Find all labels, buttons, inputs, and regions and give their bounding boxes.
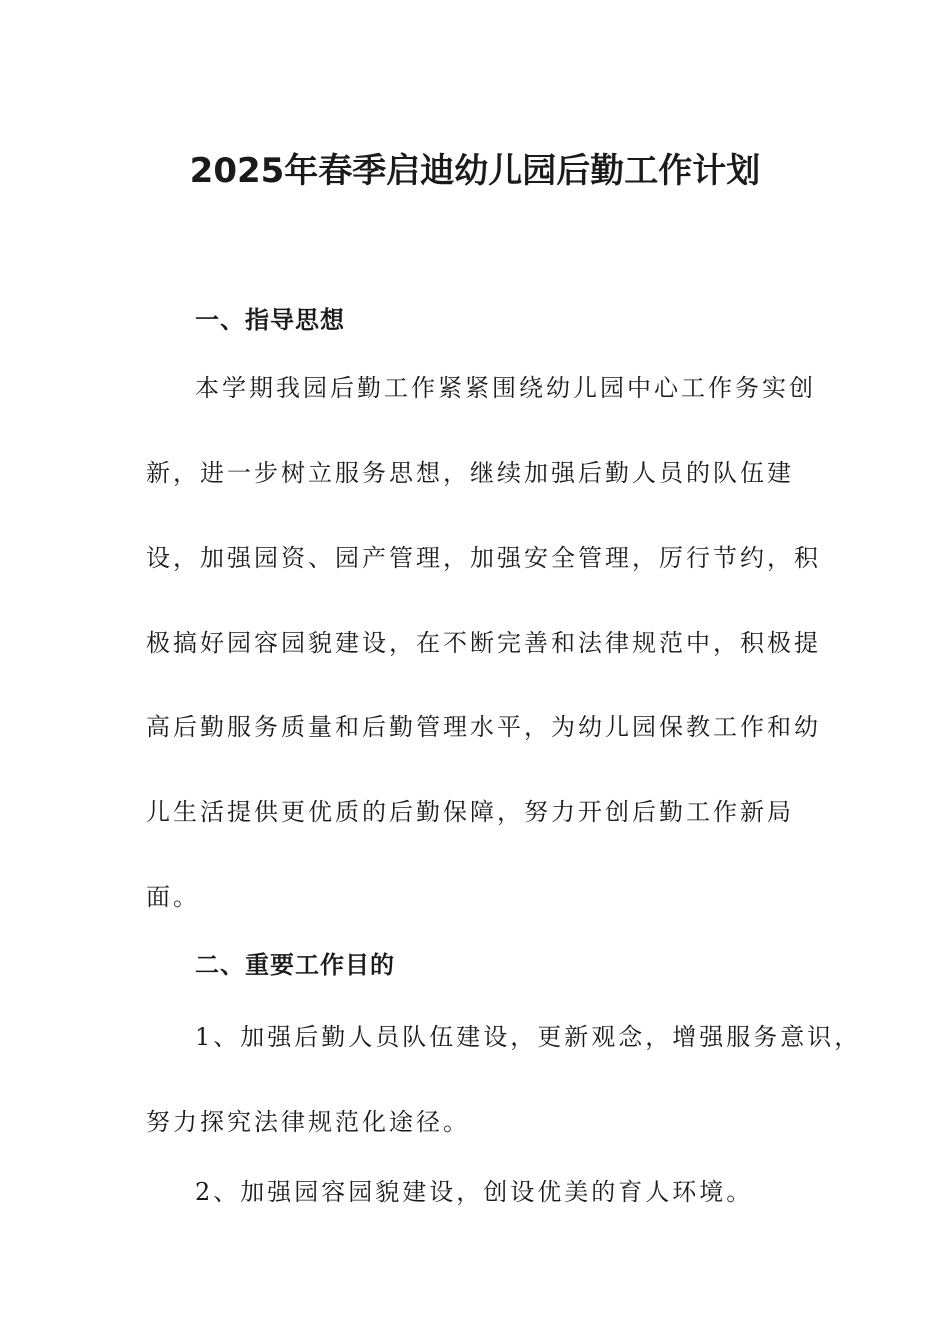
section-heading-main-goals: 二、重要工作目的 xyxy=(195,951,395,979)
list-item-line: 1、加强后勤人员队伍建设，更新观念，增强服务意识， xyxy=(195,1023,862,1051)
paragraph-line: 设，加强园资、园产管理，加强安全管理，厉行节约，积 xyxy=(146,544,821,572)
list-item-line: 2、加强园容园貌建设，创设优美的育人环境。 xyxy=(195,1178,754,1206)
document-title: 2025年春季启迪幼儿园后勤工作计划 xyxy=(189,151,761,191)
paragraph-line: 极搞好园容园貌建设，在不断完善和法律规范中，积极提 xyxy=(146,629,821,657)
section-heading-guiding-ideology: 一、指导思想 xyxy=(195,306,345,334)
paragraph-line: 新，进一步树立服务思想，继续加强后勤人员的队伍建 xyxy=(146,459,794,487)
paragraph-line: 高后勤服务质量和后勤管理水平，为幼儿园保教工作和幼 xyxy=(146,713,821,741)
paragraph-line: 儿生活提供更优质的后勤保障，努力开创后勤工作新局 xyxy=(146,798,794,826)
paragraph-line: 面。 xyxy=(146,883,200,911)
list-item-line: 努力探究法律规范化途径。 xyxy=(146,1108,470,1136)
paragraph-line: 本学期我园后勤工作紧紧围绕幼儿园中心工作务实创 xyxy=(195,374,816,402)
